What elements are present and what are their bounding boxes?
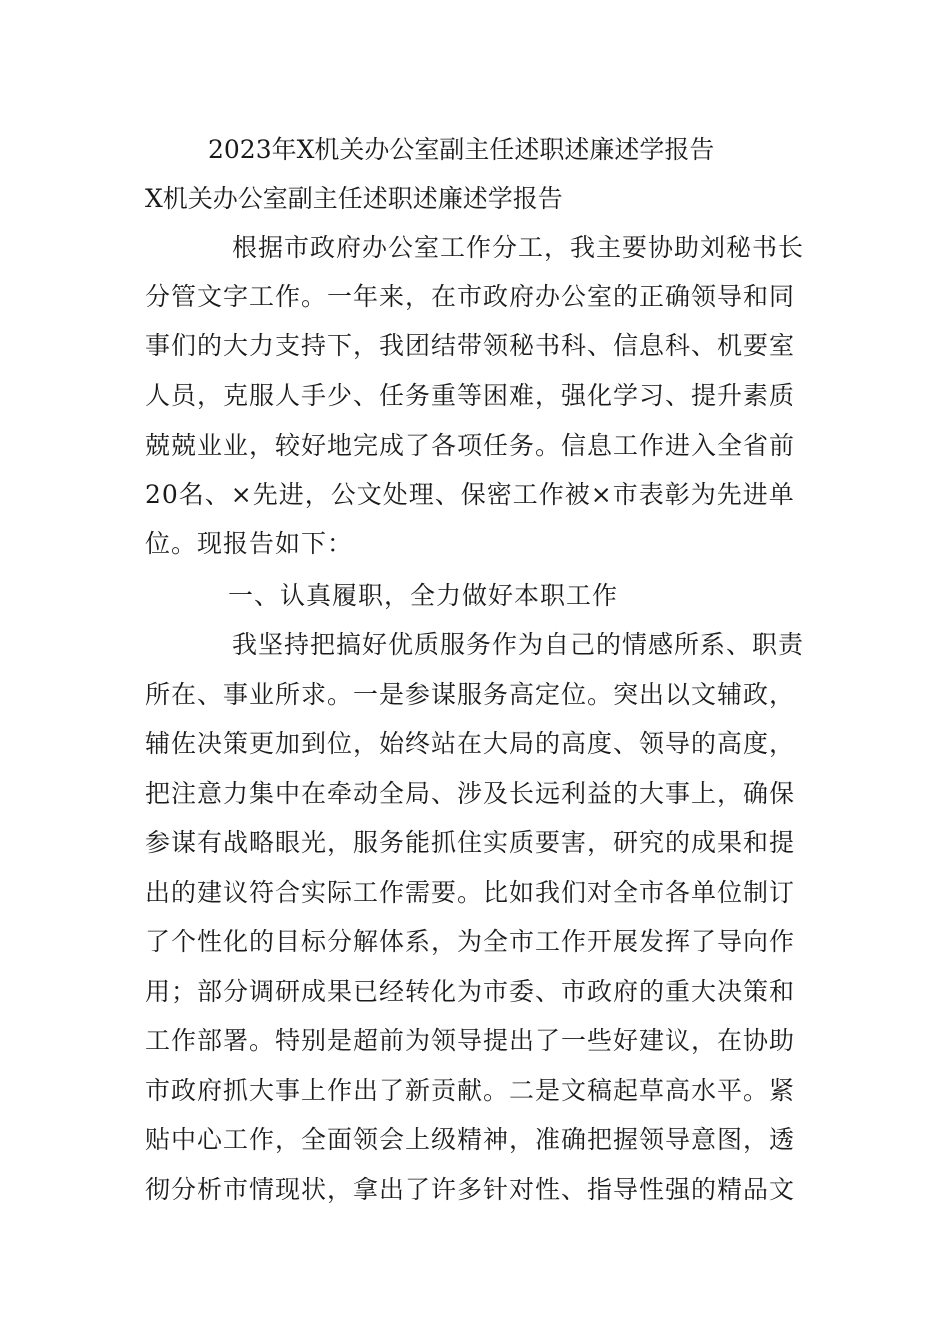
body-line: 位。现报告如下： bbox=[145, 529, 354, 558]
body-line: 参谋有战略眼光，服务能抓住实质要害，研究的成果和提 bbox=[145, 828, 796, 857]
section-heading: 一、认真履职，全力做好本职工作 bbox=[228, 581, 619, 610]
document-title: 2023年X机关办公室副主任述职述廉述学报告 bbox=[208, 135, 715, 164]
body-line: 彻分析市情现状，拿出了许多针对性、指导性强的精品文 bbox=[145, 1175, 796, 1204]
body-line: 了个性化的目标分解体系，为全市工作开展发挥了导向作 bbox=[145, 927, 796, 956]
body-line: 分管文字工作。一年来，在市政府办公室的正确领导和同 bbox=[145, 282, 796, 311]
body-line: 把注意力集中在牵动全局、涉及长远利益的大事上，确保 bbox=[145, 779, 796, 808]
body-line: 市政府抓大事上作出了新贡献。二是文稿起草高水平。紧 bbox=[145, 1076, 796, 1105]
body-line: 用；部分调研成果已经转化为市委、市政府的重大决策和 bbox=[145, 977, 796, 1006]
body-line: 人员，克服人手少、任务重等困难，强化学习、提升素质 bbox=[145, 381, 796, 410]
body-line: 我坚持把搞好优质服务作为自己的情感所系、职责 bbox=[232, 630, 805, 659]
body-line: 出的建议符合实际工作需要。比如我们对全市各单位制订 bbox=[145, 878, 796, 907]
body-line: 工作部署。特别是超前为领导提出了一些好建议，在协助 bbox=[145, 1026, 796, 1055]
body-line: 20名、×先进，公文处理、保密工作被×市表彰为先进单 bbox=[145, 480, 795, 509]
body-line: 辅佐决策更加到位，始终站在大局的高度、领导的高度， bbox=[145, 729, 796, 758]
body-line: 事们的大力支持下，我团结带领秘书科、信息科、机要室 bbox=[145, 331, 796, 360]
body-line: 根据市政府办公室工作分工，我主要协助刘秘书长 bbox=[232, 233, 805, 262]
body-line: 所在、事业所求。一是参谋服务高定位。突出以文辅政， bbox=[145, 680, 796, 709]
document-subtitle: X机关办公室副主任述职述廉述学报告 bbox=[145, 184, 563, 213]
body-line: 贴中心工作，全面领会上级精神，准确把握领导意图，透 bbox=[145, 1125, 796, 1154]
body-line: 兢兢业业，较好地完成了各项任务。信息工作进入全省前 bbox=[145, 431, 796, 460]
